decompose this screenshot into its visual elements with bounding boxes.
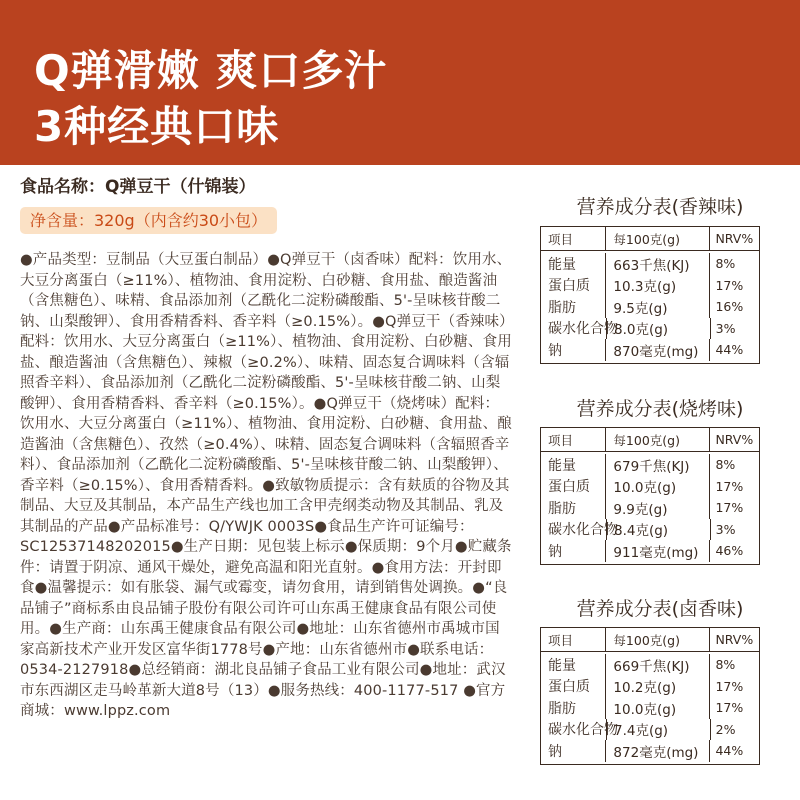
nutrient-name: 蛋白质	[548, 479, 590, 496]
nutrient-value: 8.4克(g)	[606, 519, 710, 541]
nutrient-value: 663千焦(KJ)	[605, 253, 709, 275]
nutrient-value: 8.0克(g)	[606, 318, 710, 340]
nutrition-table-header	[541, 428, 759, 452]
nutrient-nrv: 17%	[709, 476, 759, 498]
header-nrv: NRV%	[709, 628, 759, 651]
nutrition-row	[541, 519, 759, 541]
nutrient-name: 蛋白质	[548, 278, 590, 295]
nutrient-nrv: 3%	[710, 318, 759, 340]
header-nrv: NRV%	[709, 227, 759, 250]
nutrient-nrv: 3%	[710, 519, 759, 541]
nutrition-table-title: 营养成分表(卤香味)	[576, 598, 744, 620]
nutrient-nrv: 8%	[709, 454, 759, 476]
ingredients-text: ●产品类型：豆制品（大豆蛋白制品）●Q弹豆干（卤香味）配料：饮用水、大豆分离蛋白（≥11%）、植物油、食用淀粉、白砂糖、食用盐、酿造酱油（含焦糖色）、味精、食品添加剂（乙酰化二淀粉磷酸酯、5'-呈味核苷酸二钠、山梨酸钾）、食用香精香料、香辛料（≥0.15%）。●Q弹豆干（香辣味）配料：饮用水、大豆分离蛋白（≥11%）、植物油、食用淀粉、白砂糖、食用盐、酿造酱油（含焦糖色）、辣椒（≥0.2%）、味精、固态复合调味料（含辐照香辛料）、食品添加剂（乙酰化二淀粉磷酸酯、5'-呈味核苷酸二钠、山梨酸钾）、食用香精香料、香辛料（≥0.15%）。●Q弹豆干（烧烤味）配料：饮用水、大豆分离蛋白（≥11%）、植物油、食用淀粉、白砂糖、食用盐、酿造酱油（含焦糖色）、孜然（≥0.4%）、味精、固态复合调味料（含辐照香辛料）、食品添加剂（乙酰化二淀粉磷酸酯、5'-呈味核苷酸二钠、山梨酸钾）、香辛料（≥0.15%）、食用香精香料。●致敏物质提示：含有麸质的谷物及其制品、大豆及其制品，本产品生产线也加工含甲壳纲类动物及其制品、乳及其制品的产品●产品标准号：Q/YWJK 0003S●食品生产许可证编号：SC12537148202015●生产日期：见包装上标示●保质期：9个月●贮藏条件：请置于阴凉、通风干燥处，避免高温和阳光直射。●食用方法：开封即食●温馨提示：如有胀袋、漏气或霉变，请勿食用，请到销售处调换。●“良品铺子”商标系由良品铺子股份有限公司许可山东禹王健康食品有限公司使用。●生产商：山东禹王健康食品有限公司●地址：山东省德州市禹城市国家高新技术产业开发区富华街1778号●产地：山东省德州市●联系电话：0534-2127918●总经销商：湖北良品铺子食品工业有限公司●地址：武汉市东西湖区走马岭革新大道8号（13）●服务热线：400-1177-517 ●官方商城：www.lppz.com	[20, 252, 512, 719]
header-per100g: 每100克(g)	[605, 628, 709, 651]
nutrient-name: 钠	[548, 543, 562, 560]
nutrient-nrv: 17%	[709, 697, 759, 719]
nutrient-value: 10.0克(g)	[605, 697, 709, 719]
nutrition-row	[541, 275, 759, 297]
nutrition-row	[541, 719, 759, 741]
nutrition-table-header	[541, 227, 759, 251]
nutrient-name: 碳水化合物	[548, 321, 618, 338]
title-banner	[0, 0, 800, 165]
nutrition-row	[541, 318, 759, 340]
nutrition-row	[541, 497, 759, 519]
nutrient-nrv: 8%	[709, 654, 759, 676]
nutrient-nrv: 17%	[709, 275, 759, 297]
nutrient-value: 10.2克(g)	[605, 676, 709, 698]
nutrition-row	[541, 697, 759, 719]
headline-line-1: Q弹滑嫩 爽口多汁	[34, 46, 388, 95]
nutrient-value: 872毫克(mg)	[605, 740, 709, 762]
nutrient-value: 679千焦(KJ)	[605, 454, 709, 476]
nutrition-table-title: 营养成分表(烧烤味)	[576, 398, 744, 420]
nutrient-name: 碳水化合物	[548, 722, 618, 739]
nutrition-row	[541, 476, 759, 498]
nutrient-name: 蛋白质	[548, 679, 590, 696]
nutrient-value: 9.9克(g)	[605, 497, 709, 519]
nutrient-nrv: 44%	[709, 740, 759, 762]
header-per100g: 每100克(g)	[605, 227, 709, 250]
header-nrv: NRV%	[709, 428, 759, 451]
nutrition-table	[540, 226, 760, 364]
header-item: 项目	[548, 632, 574, 648]
nutrient-nrv: 17%	[709, 497, 759, 519]
nutrient-nrv: 16%	[709, 296, 759, 318]
nutrition-row	[541, 454, 759, 476]
nutrient-name: 能量	[548, 657, 576, 674]
nutrient-value: 10.3克(g)	[605, 275, 709, 297]
nutrition-row	[541, 296, 759, 318]
header-per100g: 每100克(g)	[605, 428, 709, 451]
nutrient-name: 碳水化合物	[548, 522, 618, 539]
nutrient-name: 能量	[548, 457, 576, 474]
nutrient-name: 能量	[548, 256, 576, 273]
nutrition-table	[540, 627, 760, 765]
nutrition-table-header	[541, 628, 759, 652]
nutrient-nrv: 44%	[709, 339, 759, 361]
headline-line-2: 3种经典口味	[34, 102, 280, 151]
nutrient-value: 10.0克(g)	[605, 476, 709, 498]
nutrient-name: 钠	[548, 342, 562, 359]
nutrition-row	[541, 540, 759, 562]
nutrient-nrv: 17%	[709, 676, 759, 698]
header-item: 项目	[548, 432, 574, 448]
nutrition-row	[541, 253, 759, 275]
nutrient-nrv: 46%	[709, 540, 759, 562]
nutrient-name: 钠	[548, 743, 562, 760]
nutrient-value: 911毫克(mg)	[605, 540, 709, 562]
nutrition-table-title: 营养成分表(香辣味)	[576, 196, 744, 218]
nutrient-value: 7.4克(g)	[606, 719, 710, 741]
nutrient-name: 脂肪	[548, 299, 576, 316]
header-item: 项目	[548, 231, 574, 247]
nutrition-row	[541, 676, 759, 698]
nutrition-row	[541, 740, 759, 762]
nutrition-row	[541, 339, 759, 361]
nutrient-nrv: 2%	[710, 719, 759, 741]
product-name: 食品名称：Q弹豆干（什锦装）	[20, 177, 256, 197]
nutrient-name: 脂肪	[548, 700, 576, 717]
nutrition-row	[541, 654, 759, 676]
nutrient-nrv: 8%	[709, 253, 759, 275]
nutrition-table	[540, 427, 760, 565]
nutrient-value: 9.5克(g)	[605, 296, 709, 318]
net-content-badge: 净含量：320g（内含约30小包）	[20, 207, 277, 234]
nutrient-value: 870毫克(mg)	[605, 339, 709, 361]
nutrient-name: 脂肪	[548, 500, 576, 517]
nutrient-value: 669千焦(KJ)	[605, 654, 709, 676]
